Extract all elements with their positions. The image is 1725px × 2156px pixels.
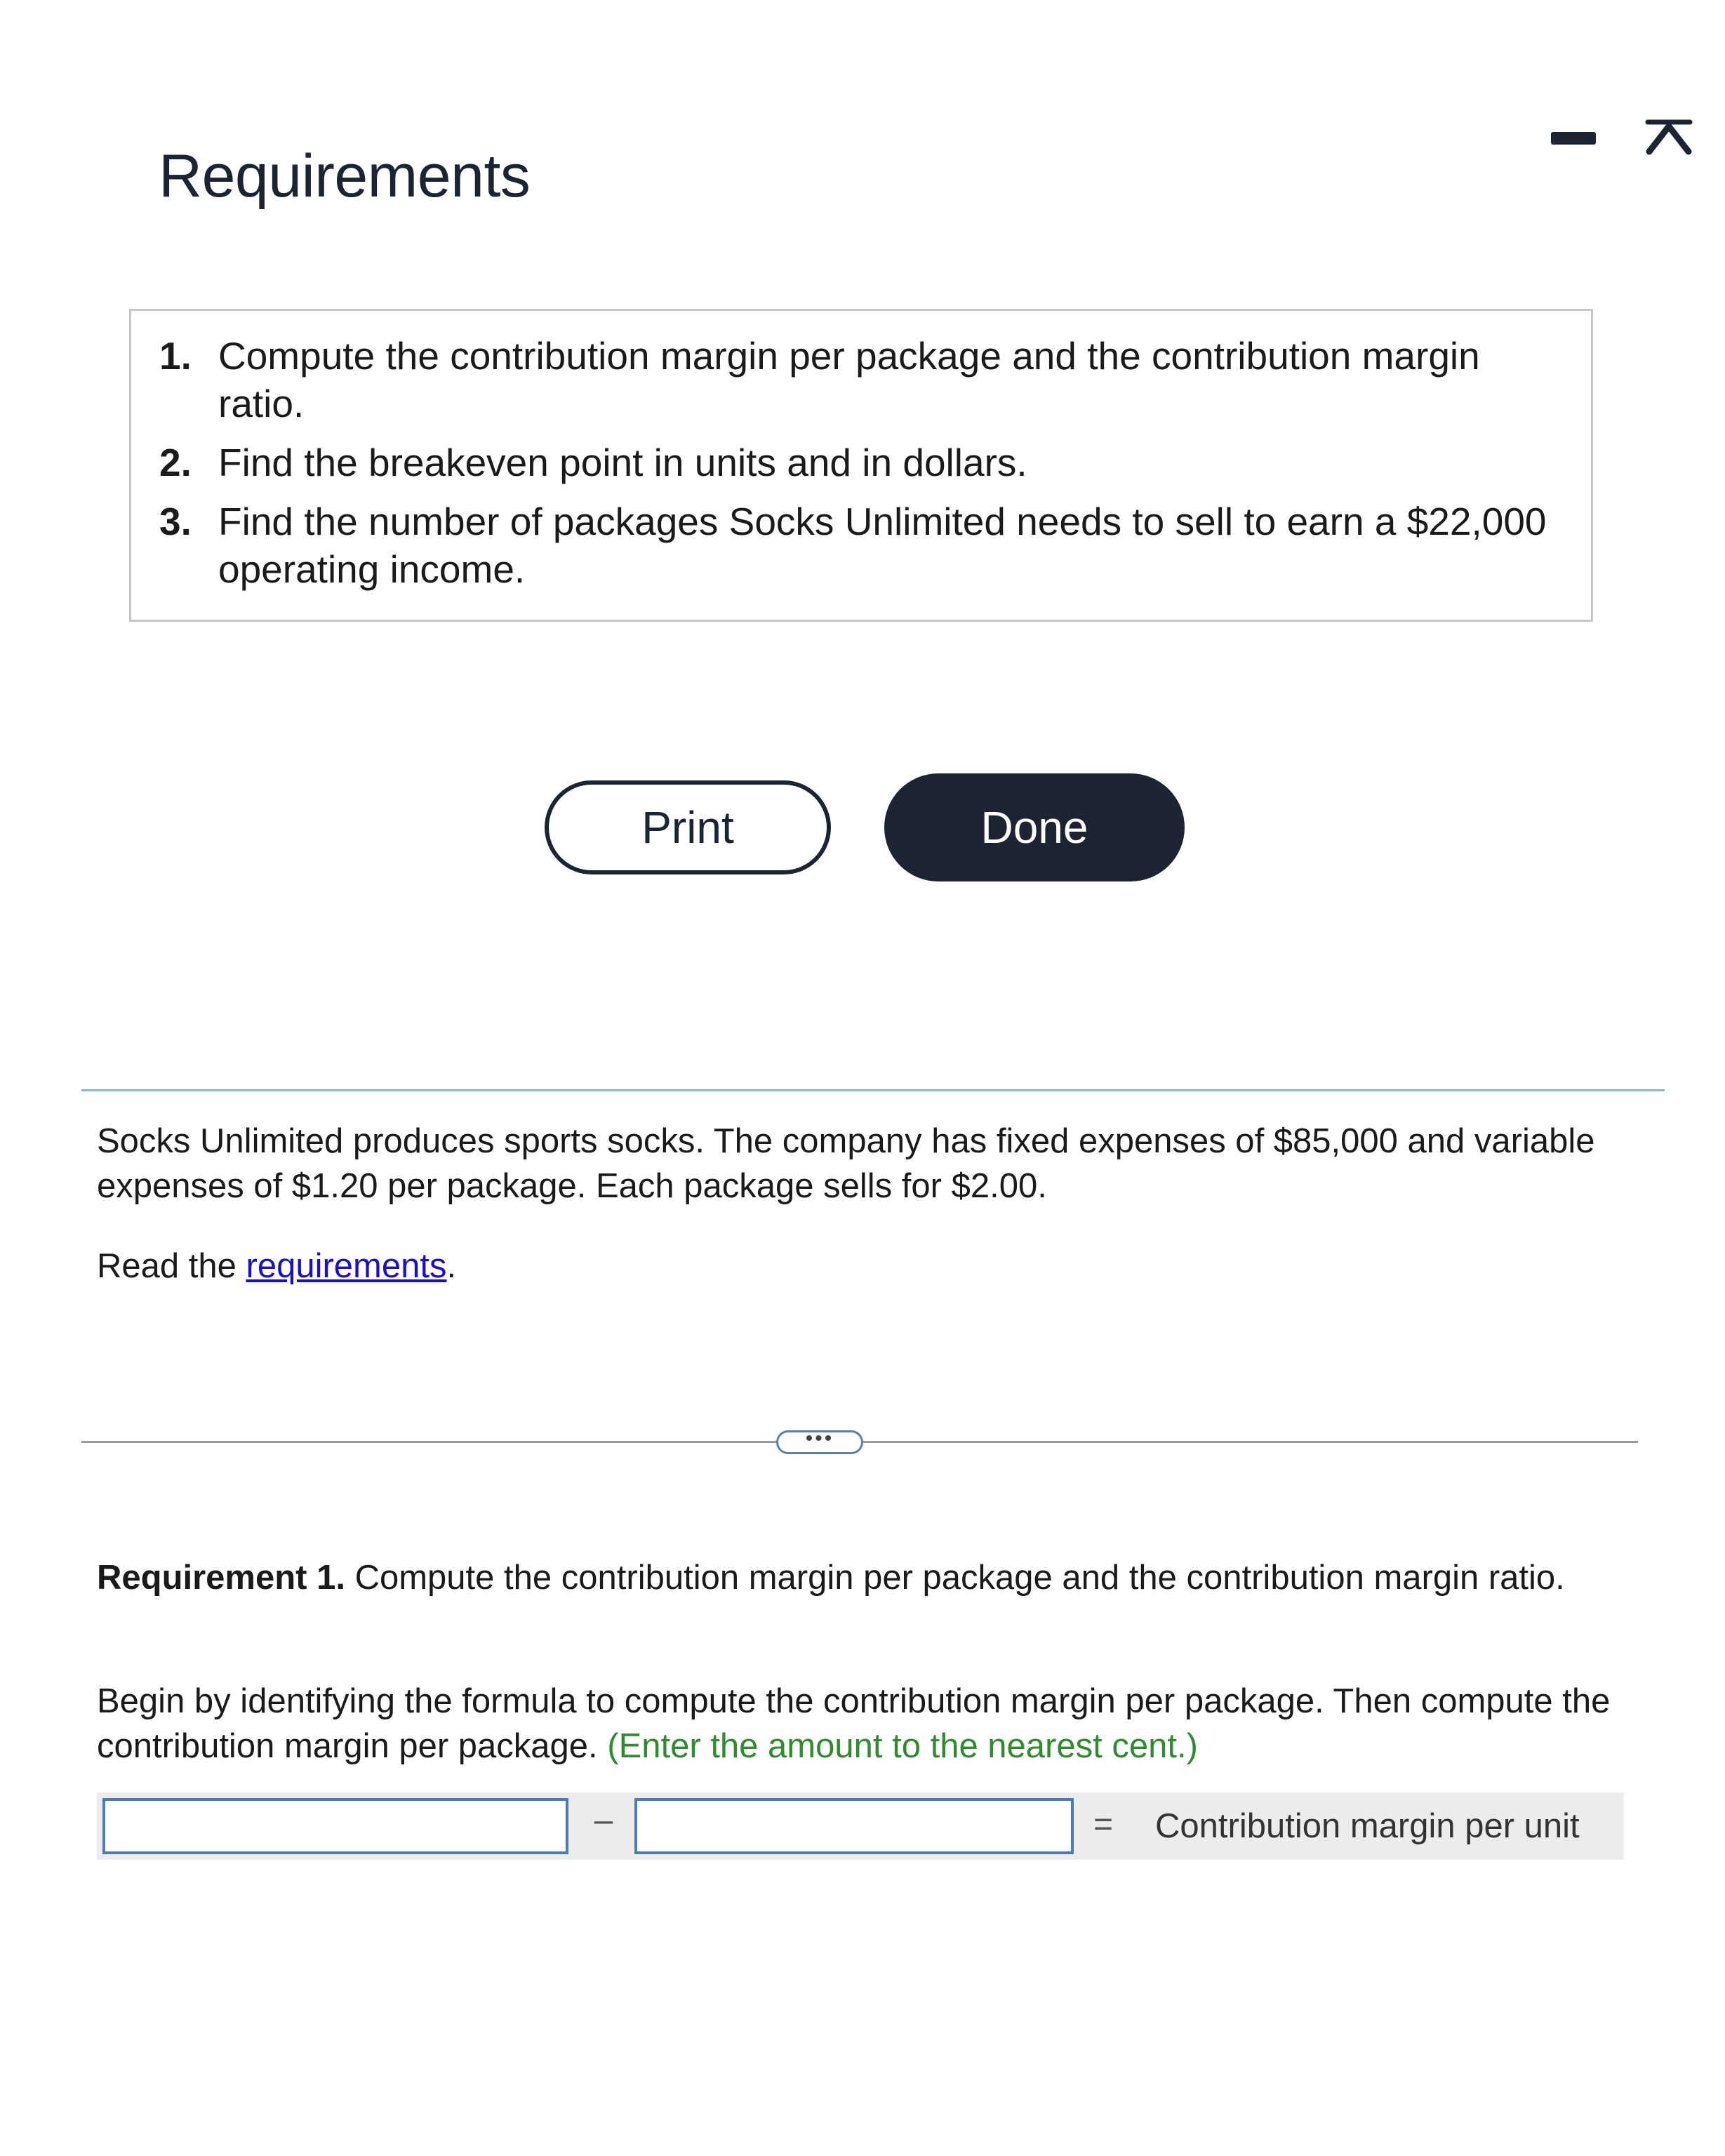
requirements-link[interactable]: requirements bbox=[246, 1247, 447, 1285]
close-icon-graphic bbox=[1644, 117, 1694, 159]
requirement-text: Find the breakeven point in units and in dollars. bbox=[218, 441, 1027, 484]
print-button[interactable]: Print bbox=[545, 780, 831, 874]
equals-operator: = bbox=[1093, 1806, 1114, 1843]
requirement-text: Find the number of packages Socks Unlimited needs to sell to earn a $22,000 operating income. bbox=[218, 500, 1547, 591]
formula-result-label: Contribution margin per unit bbox=[1155, 1807, 1580, 1845]
read-prefix: Read the bbox=[97, 1247, 246, 1285]
requirement-number: 2. bbox=[159, 441, 192, 484]
problem-statement: Socks Unlimited produces sports socks. The company has fixed expenses of $85,000 and variable expenses of $1.20 per package. Each package sells for $2.00. bbox=[97, 1122, 1595, 1205]
requirement-1-heading bbox=[97, 1555, 1662, 1600]
section-divider bbox=[81, 1089, 1665, 1091]
requirement-text: Compute the contribution margin per package and the contribution margin ratio. bbox=[218, 334, 1480, 425]
requirement-1-label: Requirement 1. bbox=[97, 1559, 345, 1597]
popup-title: Requirements bbox=[159, 142, 531, 210]
requirement-number: 3. bbox=[159, 500, 192, 543]
formula-input-2[interactable] bbox=[634, 1798, 1074, 1854]
instruction-hint: (Enter the amount to the nearest cent.) bbox=[607, 1727, 1198, 1765]
read-requirements-line bbox=[97, 1244, 456, 1289]
requirement-item bbox=[159, 439, 1563, 486]
done-button[interactable]: Done bbox=[884, 773, 1185, 881]
formula-input-1[interactable] bbox=[102, 1798, 568, 1854]
instruction-body: Begin by identifying the formula to compute the contribution margin per package. Then compute the contribution margin per package. bbox=[97, 1682, 1611, 1765]
requirements-box bbox=[129, 309, 1593, 622]
minimize-icon[interactable] bbox=[1551, 132, 1596, 145]
expand-more-button[interactable]: ••• bbox=[776, 1430, 863, 1454]
instruction-text bbox=[97, 1679, 1683, 1769]
read-suffix: . bbox=[446, 1247, 457, 1285]
minus-operator: – bbox=[594, 1802, 613, 1839]
requirement-number: 1. bbox=[159, 334, 192, 378]
requirement-1-text: Compute the contribution margin per package and the contribution margin ratio. bbox=[345, 1559, 1565, 1597]
close-icon[interactable] bbox=[1644, 117, 1694, 159]
requirements-list bbox=[159, 332, 1563, 604]
requirement-item bbox=[159, 332, 1563, 427]
requirement-item bbox=[159, 498, 1563, 593]
